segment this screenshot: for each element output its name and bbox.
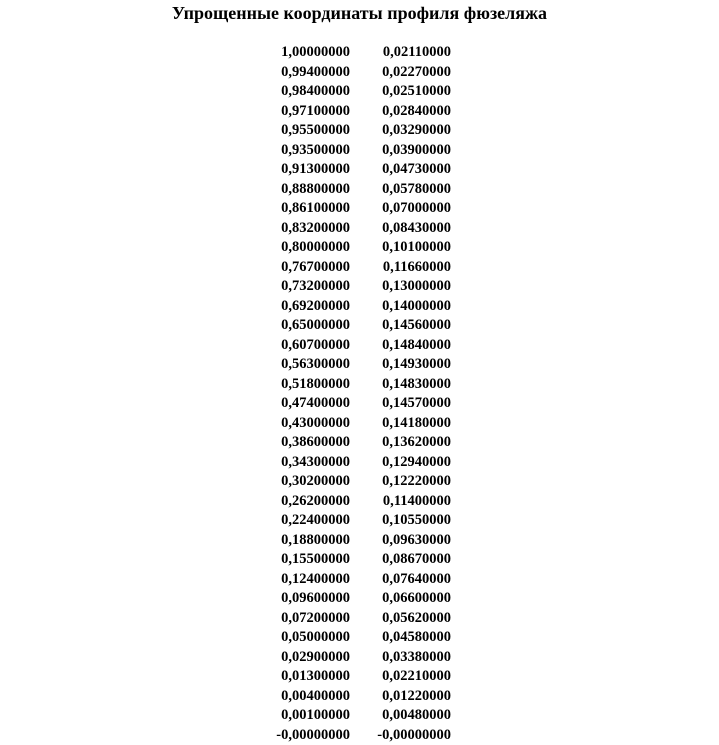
x-coordinate: 0,95500000 (281, 121, 350, 141)
coordinate-row (0, 258, 719, 278)
x-coordinate: 0,22400000 (281, 511, 350, 531)
coordinate-row (0, 609, 719, 629)
coordinate-row (0, 43, 719, 63)
y-coordinate: 0,08670000 (382, 550, 451, 570)
y-coordinate: 0,02270000 (382, 63, 451, 83)
x-coordinate: 0,76700000 (281, 258, 350, 278)
x-coordinate: 0,02900000 (281, 648, 350, 668)
coordinate-row (0, 180, 719, 200)
y-coordinate: 0,10550000 (382, 511, 451, 531)
y-coordinate: 0,02110000 (383, 43, 451, 63)
coordinate-row (0, 453, 719, 473)
coordinate-row (0, 550, 719, 570)
y-coordinate: 0,05780000 (382, 180, 451, 200)
x-coordinate: 0,30200000 (281, 472, 350, 492)
y-coordinate: 0,03290000 (382, 121, 451, 141)
x-coordinate: 0,86100000 (281, 199, 350, 219)
y-coordinate: 0,12940000 (382, 453, 451, 473)
x-coordinate: 0,73200000 (281, 277, 350, 297)
coordinate-row (0, 667, 719, 687)
y-coordinate: 0,05620000 (382, 609, 451, 629)
y-coordinate: 0,11400000 (383, 492, 451, 512)
y-coordinate: 0,03900000 (382, 141, 451, 161)
coordinate-row (0, 433, 719, 453)
y-coordinate: 0,11660000 (383, 258, 451, 278)
coordinate-row (0, 706, 719, 726)
coordinate-row (0, 336, 719, 356)
x-coordinate: 0,38600000 (281, 433, 350, 453)
x-coordinate: 0,09600000 (281, 589, 350, 609)
x-coordinate: 0,83200000 (281, 219, 350, 239)
x-coordinate: 0,69200000 (281, 297, 350, 317)
y-coordinate: 0,02510000 (382, 82, 451, 102)
y-coordinate: 0,14570000 (382, 394, 451, 414)
coordinate-row (0, 82, 719, 102)
y-coordinate: 0,10100000 (382, 238, 451, 258)
coordinate-row (0, 628, 719, 648)
x-coordinate: 0,65000000 (281, 316, 350, 336)
x-coordinate: 0,34300000 (281, 453, 350, 473)
y-coordinate: 0,12220000 (382, 472, 451, 492)
coordinate-row (0, 589, 719, 609)
x-coordinate: 0,47400000 (281, 394, 350, 414)
coordinate-row (0, 355, 719, 375)
coordinate-row (0, 238, 719, 258)
coordinate-row (0, 492, 719, 512)
y-coordinate: 0,00480000 (382, 706, 451, 726)
y-coordinate: 0,02210000 (382, 667, 451, 687)
y-coordinate: 0,07640000 (382, 570, 451, 590)
coordinate-row (0, 219, 719, 239)
coordinate-row (0, 102, 719, 122)
x-coordinate: 0,05000000 (281, 628, 350, 648)
x-coordinate: 0,15500000 (281, 550, 350, 570)
coordinate-row (0, 472, 719, 492)
x-coordinate: 0,12400000 (281, 570, 350, 590)
y-coordinate: 0,13620000 (382, 433, 451, 453)
coordinate-row (0, 531, 719, 551)
x-coordinate: 0,51800000 (281, 375, 350, 395)
y-coordinate: 0,04580000 (382, 628, 451, 648)
y-coordinate: 0,02840000 (382, 102, 451, 122)
x-coordinate: 0,07200000 (281, 609, 350, 629)
x-coordinate: 0,01300000 (281, 667, 350, 687)
coordinates-table (0, 43, 719, 745)
y-coordinate: 0,14000000 (382, 297, 451, 317)
y-coordinate: -0,00000000 (377, 726, 451, 745)
x-coordinate: 0,91300000 (281, 160, 350, 180)
coordinate-row (0, 141, 719, 161)
coordinate-row (0, 511, 719, 531)
x-coordinate: 0,00100000 (281, 706, 350, 726)
y-coordinate: 0,04730000 (382, 160, 451, 180)
x-coordinate: -0,00000000 (276, 726, 350, 745)
coordinate-row (0, 570, 719, 590)
y-coordinate: 0,09630000 (382, 531, 451, 551)
coordinate-row (0, 297, 719, 317)
coordinate-row (0, 121, 719, 141)
x-coordinate: 0,97100000 (281, 102, 350, 122)
coordinate-row (0, 414, 719, 434)
coordinate-row (0, 277, 719, 297)
coordinate-row (0, 199, 719, 219)
y-coordinate: 0,08430000 (382, 219, 451, 239)
x-coordinate: 0,88800000 (281, 180, 350, 200)
y-coordinate: 0,14830000 (382, 375, 451, 395)
x-coordinate: 0,80000000 (281, 238, 350, 258)
coordinate-row (0, 63, 719, 83)
y-coordinate: 0,14840000 (382, 336, 451, 356)
x-coordinate: 0,99400000 (281, 63, 350, 83)
y-coordinate: 0,14560000 (382, 316, 451, 336)
x-coordinate: 0,00400000 (281, 687, 350, 707)
x-coordinate: 0,43000000 (281, 414, 350, 434)
y-coordinate: 0,03380000 (382, 648, 451, 668)
page-title: Упрощенные координаты профиля фюзеляжа (0, 2, 719, 24)
coordinate-row (0, 316, 719, 336)
y-coordinate: 0,01220000 (382, 687, 451, 707)
coordinate-row (0, 687, 719, 707)
y-coordinate: 0,13000000 (382, 277, 451, 297)
y-coordinate: 0,06600000 (382, 589, 451, 609)
x-coordinate: 0,26200000 (281, 492, 350, 512)
coordinate-row (0, 375, 719, 395)
coordinate-row (0, 394, 719, 414)
x-coordinate: 1,00000000 (281, 43, 350, 63)
coordinate-row (0, 726, 719, 745)
y-coordinate: 0,14930000 (382, 355, 451, 375)
coordinate-row (0, 160, 719, 180)
x-coordinate: 0,60700000 (281, 336, 350, 356)
x-coordinate: 0,18800000 (281, 531, 350, 551)
x-coordinate: 0,98400000 (281, 82, 350, 102)
y-coordinate: 0,14180000 (382, 414, 451, 434)
coordinate-row (0, 648, 719, 668)
x-coordinate: 0,56300000 (281, 355, 350, 375)
y-coordinate: 0,07000000 (382, 199, 451, 219)
x-coordinate: 0,93500000 (281, 141, 350, 161)
